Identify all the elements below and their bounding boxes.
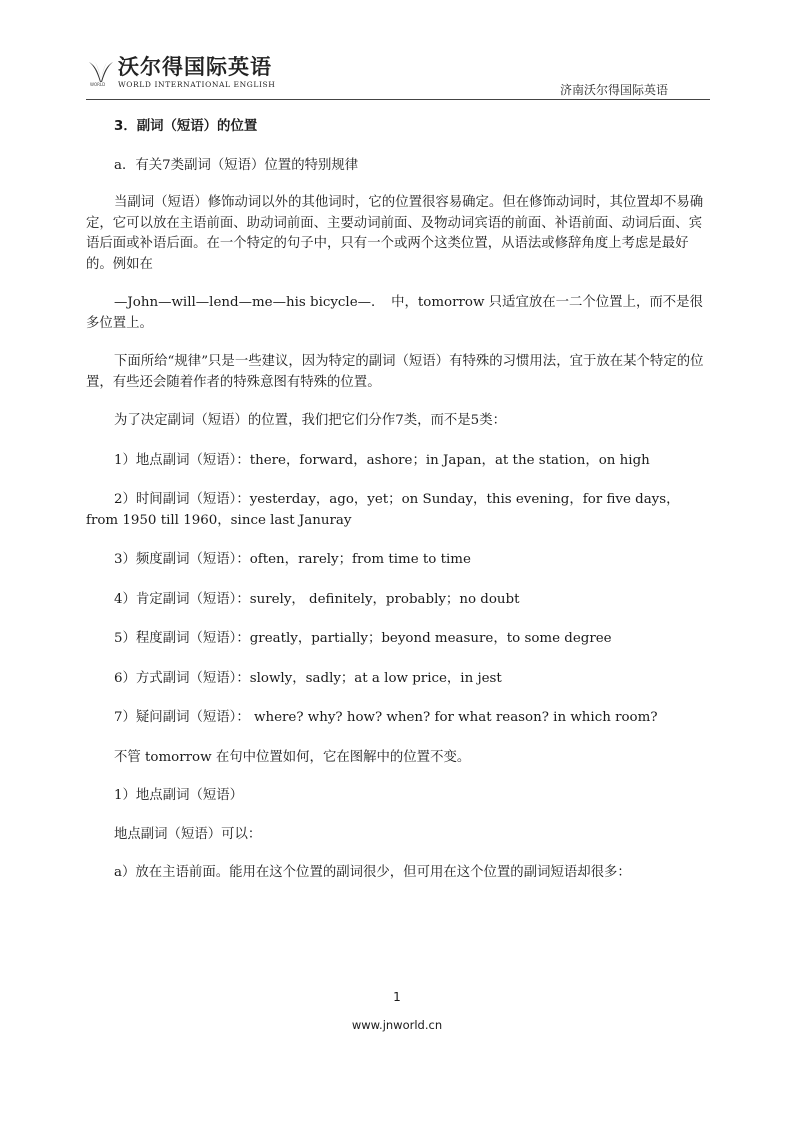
list-item: 6）方式副词（短语）：slowly，sadly；at a low price，in jest [114, 670, 502, 686]
logo-chinese-text: 沃尔得国际英语 [118, 55, 272, 79]
section-heading: 3．副词（短语）的位置 [114, 119, 258, 134]
list-item: 7）疑问副词（短语）： where? why? how? when? for what reason? in which room? [114, 710, 658, 725]
document-body [86, 115, 706, 884]
paragraph-3: —John—will—lend—me—his bicycle—． 中，tomorrow 只适宜放在一二个位置上，而不是很多位置上。 [86, 295, 703, 331]
paragraph-9: a）放在主语前面。能用在这个位置的副词很少，但可用在这个位置的副词短语却很多： [114, 865, 631, 880]
list-item: 2）时间副词（短语）：yesterday，ago，yet；on Sunday，this evening，for five days，from 1950 till 1960，since last Januray [86, 492, 680, 528]
paragraph-1: a．有关7类副词（短语）位置的特别规律 [114, 157, 359, 173]
logo-tiny-text: WORLD [90, 82, 106, 87]
list-item: 5）程度副词（短语）：greatly，partially；beyond measure，to some degree [114, 631, 612, 646]
paragraph-8: 地点副词（短语）可以： [114, 826, 262, 842]
page-number: 1 [393, 990, 401, 1004]
paragraph-6: 不管 tomorrow 在句中位置如何，它在图解中的位置不变。 [114, 749, 471, 765]
paragraph-5: 为了决定副词（短语）的位置，我们把它们分作7类，而不是5类： [114, 413, 506, 428]
logo [86, 56, 286, 90]
header-right-text: 济南沃尔得国际英语 [559, 83, 668, 97]
list-item: 3）频度副词（短语）：often，rarely；from time to time [114, 552, 471, 567]
paragraph-4: 下面所给“规律”只是一些建议，因为特定的副词（短语）有特殊的习惯用法，宜于放在某个特定的位置，有些还会随着作者的特殊意图有特殊的位置。 [86, 354, 704, 390]
paragraph-7: 1）地点副词（短语） [114, 788, 244, 803]
logo-english-text: WORLD INTERNATIONAL ENGLISH [118, 80, 276, 89]
paragraph-2: 当副词（短语）修饰动词以外的其他词时，它的位置很容易确定。但在修饰动词时，其位置却不易确定，它可以放在主语前面、助动词前面、主要动词前面、及物动词宾语的前面、补语前面、动词后面、宾语后面或补语后面。在一个特定的句子中，只有一个或两个这类位置，从语法或修辞角度上考虑是最好的。例如在 [86, 195, 704, 272]
list-item: 4）肯定副词（短语）：surely， definitely，probably；no doubt [114, 591, 520, 607]
list-item: 1）地点副词（短语）：there，forward，ashore；in Japan，at the station，on high [114, 452, 650, 468]
header-divider [86, 99, 710, 100]
footer-url: www.jnworld.cn [351, 1018, 443, 1032]
